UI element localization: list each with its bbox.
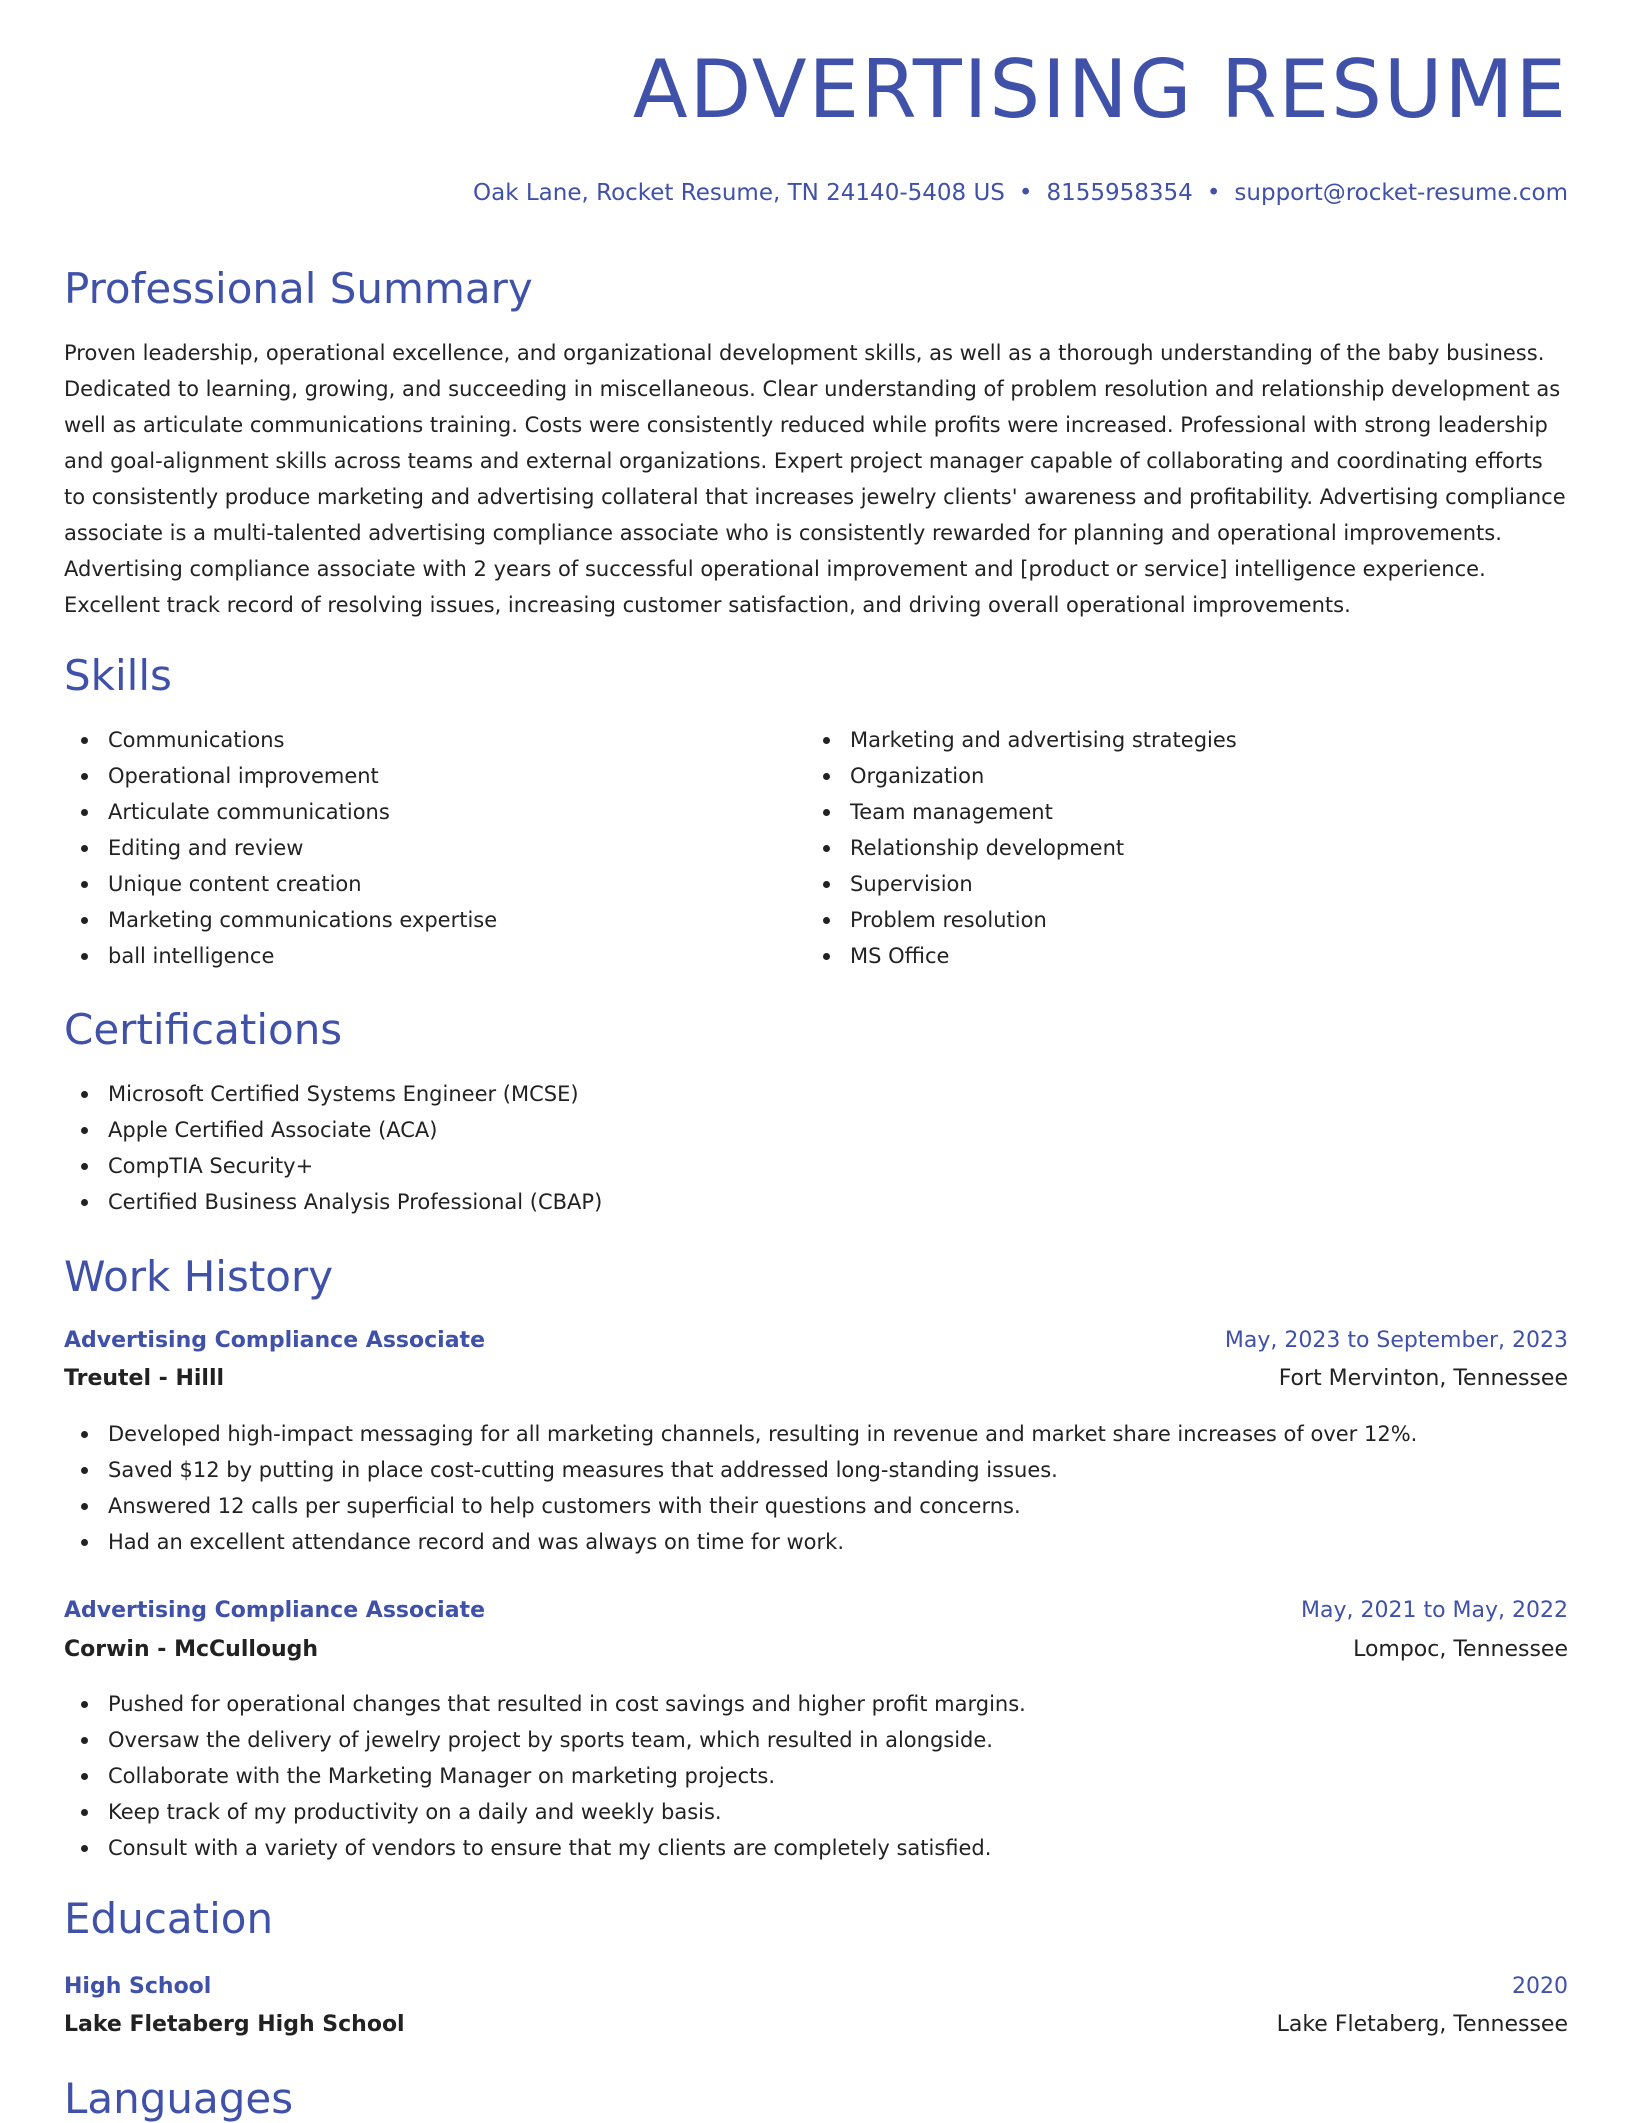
education-school: Lake Fletaberg High School (64, 2012, 405, 2037)
skill-item: Unique content creation (108, 866, 497, 902)
job-bullet: Consult with a variety of vendors to ensure that my clients are completely satisfied. (108, 1830, 1026, 1866)
education-school-row (64, 2008, 1568, 2042)
skill-item: Relationship development (850, 830, 1237, 866)
job-bullet: Keep track of my productivity on a daily and weekly basis. (108, 1794, 1026, 1830)
skills-list-right (806, 722, 1237, 974)
skill-item: Organization (850, 758, 1237, 794)
contact-separator: • (1018, 180, 1033, 206)
certification-item: CompTIA Security+ (108, 1148, 602, 1184)
job-location: Lompoc, Tennessee (1353, 1637, 1568, 1662)
contact-line (473, 180, 1568, 206)
summary-text: Proven leadership, operational excellence, and organizational development skills, as well as a thorough understanding of the baby business. Dedicated to learning, growing, and succeeding in miscellaneous. Clear understanding of problem resolution and relationship development as well as articulate communications training. Costs were consistently reduced while profits were increased. Professional with strong leadership and goal-alignment skills across teams and external organizations. Expert project manager capable of collaborating and coordinating efforts to consistently produce marketing and advertising collateral that increases jewelry clients' awareness and profitability. Advertising compliance associate is a multi-talented advertising compliance associate who is consistently rewarded for planning and operational improvements. Advertising compliance associate with 2 years of successful operational improvement and [product or service] intelligence experience. Excellent track record of resolving issues, increasing customer satisfaction, and driving overall operational improvements. (64, 341, 1566, 617)
job-bullet: Answered 12 calls per superficial to help customers with their questions and concerns. (108, 1488, 1417, 1524)
skill-item: ball intelligence (108, 938, 497, 974)
skills-heading: Skills (64, 651, 172, 700)
job-company-row (64, 1633, 1568, 1667)
skill-item: Communications (108, 722, 497, 758)
education-header (64, 1970, 1568, 2004)
work-history-heading: Work History (64, 1252, 334, 1301)
skill-item: Editing and review (108, 830, 497, 866)
job-bullet: Pushed for operational changes that resulted in cost savings and higher profit margins. (108, 1686, 1026, 1722)
skill-item: Operational improvement (108, 758, 497, 794)
job-bullets (64, 1416, 1417, 1560)
job-company: Corwin - McCullough (64, 1637, 319, 1662)
job-bullet: Oversaw the delivery of jewelry project by sports team, which resulted in alongside. (108, 1722, 1026, 1758)
certifications-list (64, 1076, 602, 1220)
skills-list-left (64, 722, 497, 974)
education-location: Lake Fletaberg, Tennessee (1276, 2012, 1568, 2037)
skill-item: MS Office (850, 938, 1237, 974)
job-header (64, 1324, 1568, 1358)
job-bullet: Developed high-impact messaging for all marketing channels, resulting in revenue and market share increases of over 12%. (108, 1416, 1417, 1452)
job-company-row (64, 1362, 1568, 1396)
skill-item: Problem resolution (850, 902, 1237, 938)
job-title: Advertising Compliance Associate (64, 1598, 485, 1623)
skill-item: Articulate communications (108, 794, 497, 830)
certification-item: Certified Business Analysis Professional (CBAP) (108, 1184, 602, 1220)
certification-item: Apple Certified Associate (ACA) (108, 1112, 602, 1148)
job-company: Treutel - Hilll (64, 1366, 225, 1391)
job-bullets (64, 1686, 1026, 1866)
job-dates: May, 2021 to May, 2022 (1301, 1598, 1568, 1623)
job-title: Advertising Compliance Associate (64, 1328, 485, 1353)
education-heading: Education (64, 1894, 274, 1943)
education-degree: High School (64, 1974, 212, 1999)
education-year: 2020 (1512, 1974, 1568, 1999)
skill-item: Team management (850, 794, 1237, 830)
contact-separator: • (1206, 180, 1221, 206)
job-header (64, 1594, 1568, 1628)
certification-item: Microsoft Certified Systems Engineer (MCSE) (108, 1076, 602, 1112)
job-bullet: Collaborate with the Marketing Manager on marketing projects. (108, 1758, 1026, 1794)
skill-item: Supervision (850, 866, 1237, 902)
skill-item: Marketing communications expertise (108, 902, 497, 938)
contact-address: Oak Lane, Rocket Resume, TN 24140-5408 US (473, 180, 1005, 206)
summary-heading: Professional Summary (64, 264, 533, 313)
job-location: Fort Mervinton, Tennessee (1278, 1366, 1568, 1391)
job-bullet: Saved $12 by putting in place cost-cutting measures that addressed long-standing issues. (108, 1452, 1417, 1488)
certifications-heading: Certifications (64, 1005, 343, 1054)
job-bullet: Had an excellent attendance record and was always on time for work. (108, 1524, 1417, 1560)
contact-email: support@rocket-resume.com (1234, 180, 1568, 206)
resume-title: ADVERTISING RESUME (632, 43, 1568, 136)
skill-item: Marketing and advertising strategies (850, 722, 1237, 758)
languages-heading: Languages (64, 2074, 294, 2123)
contact-phone: 8155958354 (1046, 180, 1193, 206)
job-dates: May, 2023 to September, 2023 (1224, 1328, 1568, 1353)
